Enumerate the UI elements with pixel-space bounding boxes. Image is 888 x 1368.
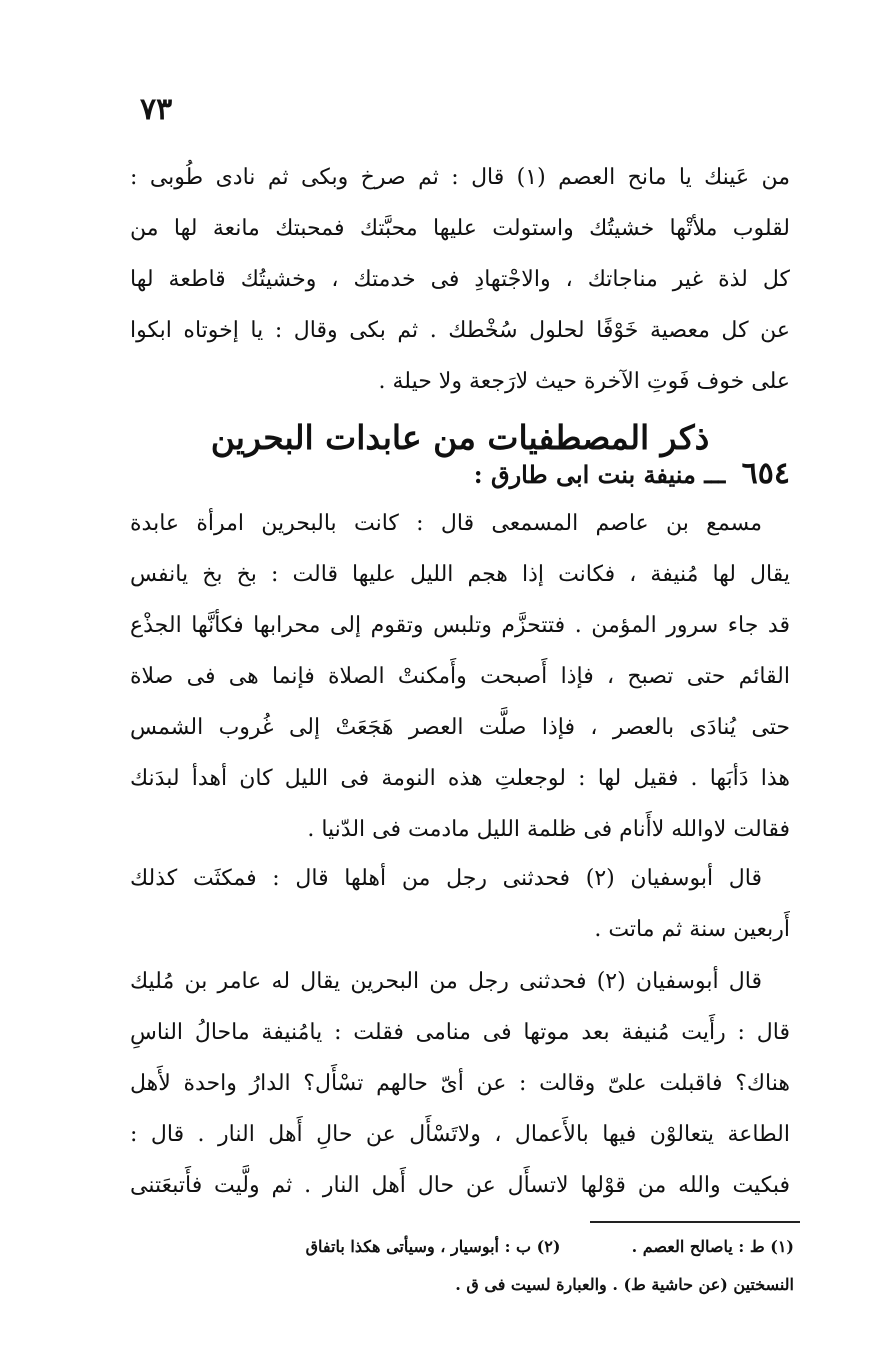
footnote-line bbox=[130, 1266, 794, 1304]
section-title: ذكر المصطفيات من عابدات البحرين bbox=[210, 418, 710, 457]
text-line: هناك؟ فاقبلت علىّ وقالت : عن أىّ حالهم تسْأَل؟ الدارُ واحدة لأَهل bbox=[130, 1071, 790, 1096]
entry-name: منيفة بنت ابى طارق : bbox=[473, 460, 696, 489]
footnote-2: (٢) ب : أبوسيار ، وسيأتى هكذا باتفاق bbox=[305, 1237, 561, 1256]
footnote-divider bbox=[590, 1221, 800, 1223]
text-line: أَربعين سنة ثم ماتت . bbox=[594, 917, 790, 942]
paragraph-3 bbox=[130, 853, 790, 955]
paragraph-4 bbox=[130, 956, 790, 1211]
text-line: مسمع بن عاصم المسمعى قال : كانت بالبحرين امرأة عابدة bbox=[130, 511, 762, 536]
text-line: القائم حتى تصبح ، فإذا أَصبحت وأَمكنتْ الصلاة فإنما هى فى صلاة bbox=[130, 664, 790, 689]
footnote-1: (١) ط : ياصالح العصم . bbox=[631, 1237, 794, 1256]
text-line: قال : رأَيت مُنيفة بعد موتها فى منامى فقلت : يامُنيفة ماحالُ الناسِ bbox=[130, 1020, 790, 1045]
footnote-line bbox=[130, 1228, 794, 1266]
text-line: لقلوب ملأتْها خشيتُك واستولت عليها محبَّتك فمحبتك مانعة لها من bbox=[130, 216, 790, 241]
footnotes bbox=[130, 1228, 794, 1304]
paragraph-2 bbox=[130, 498, 790, 855]
footnote-2-continued: النسختين (عن حاشية ط) . والعبارة لسيت فى ق . bbox=[455, 1275, 794, 1294]
text-line: عن كل معصية خَوْفًا لحلول سُخْطك . ثم بكى وقال : يا إخوتاه ابكوا bbox=[130, 318, 790, 343]
text-line: قال أبوسفيان (٢) فحدثنى رجل من أهلها قال : فمكثَت كذلك bbox=[130, 866, 762, 891]
entry-dash: ـــ bbox=[704, 460, 726, 489]
text-line: يقال لها مُنيفة ، فكانت إذا هجم الليل عليها قالت : بخ بخ يانفس bbox=[130, 562, 790, 587]
text-line: هذا دَأبَها . فقيل لها : لوجعلتِ هذه النومة فى الليل كان أهدأ لبدَنك bbox=[130, 766, 790, 791]
text-line: فبكيت والله من قوْلها لاتسأَل عن حال أَهل النار . ثم ولَّيت فأَتبعَتنى bbox=[130, 1173, 790, 1198]
page-number: ٧٣ bbox=[140, 92, 173, 127]
entry-number: ٦٥٤ bbox=[741, 456, 790, 491]
text-line: الطاعة يتعالوْن فيها بالأَعمال ، ولاتَسْأَل عن حالِ أَهل النار . قال : bbox=[130, 1122, 790, 1147]
text-line: كل لذة غير مناجاتك ، والاجْتهادِ فى خدمتك ، وخشيتُك قاطعة لها bbox=[130, 267, 790, 292]
text-line: فقالت لاوالله لاأَنام فى ظلمة الليل مادمت فى الدّنيا . bbox=[307, 817, 790, 842]
text-line: قد جاء سرور المؤمن . فتتحزَّم وتلبس وتقوم إلى محرابها فكأنَّها الجذْع bbox=[130, 613, 790, 638]
text-line: قال أبوسفيان (٢) فحدثنى رجل من البحرين يقال له عامر بن مُليك bbox=[130, 969, 762, 994]
paragraph-1 bbox=[130, 152, 790, 407]
text-line: من عَينك يا مانح العصم (١) قال : ثم صرخ وبكى ثم نادى طُوبى : bbox=[130, 165, 790, 190]
text-line: حتى يُنادَى بالعصر ، فإذا صلَّت العصر هَجَعَتْ إلى غُروب الشمس bbox=[130, 715, 790, 740]
entry-heading bbox=[474, 452, 790, 497]
text-line: على خوف فَوتِ الآخرة حيث لارَجعة ولا حيلة . bbox=[378, 369, 790, 394]
